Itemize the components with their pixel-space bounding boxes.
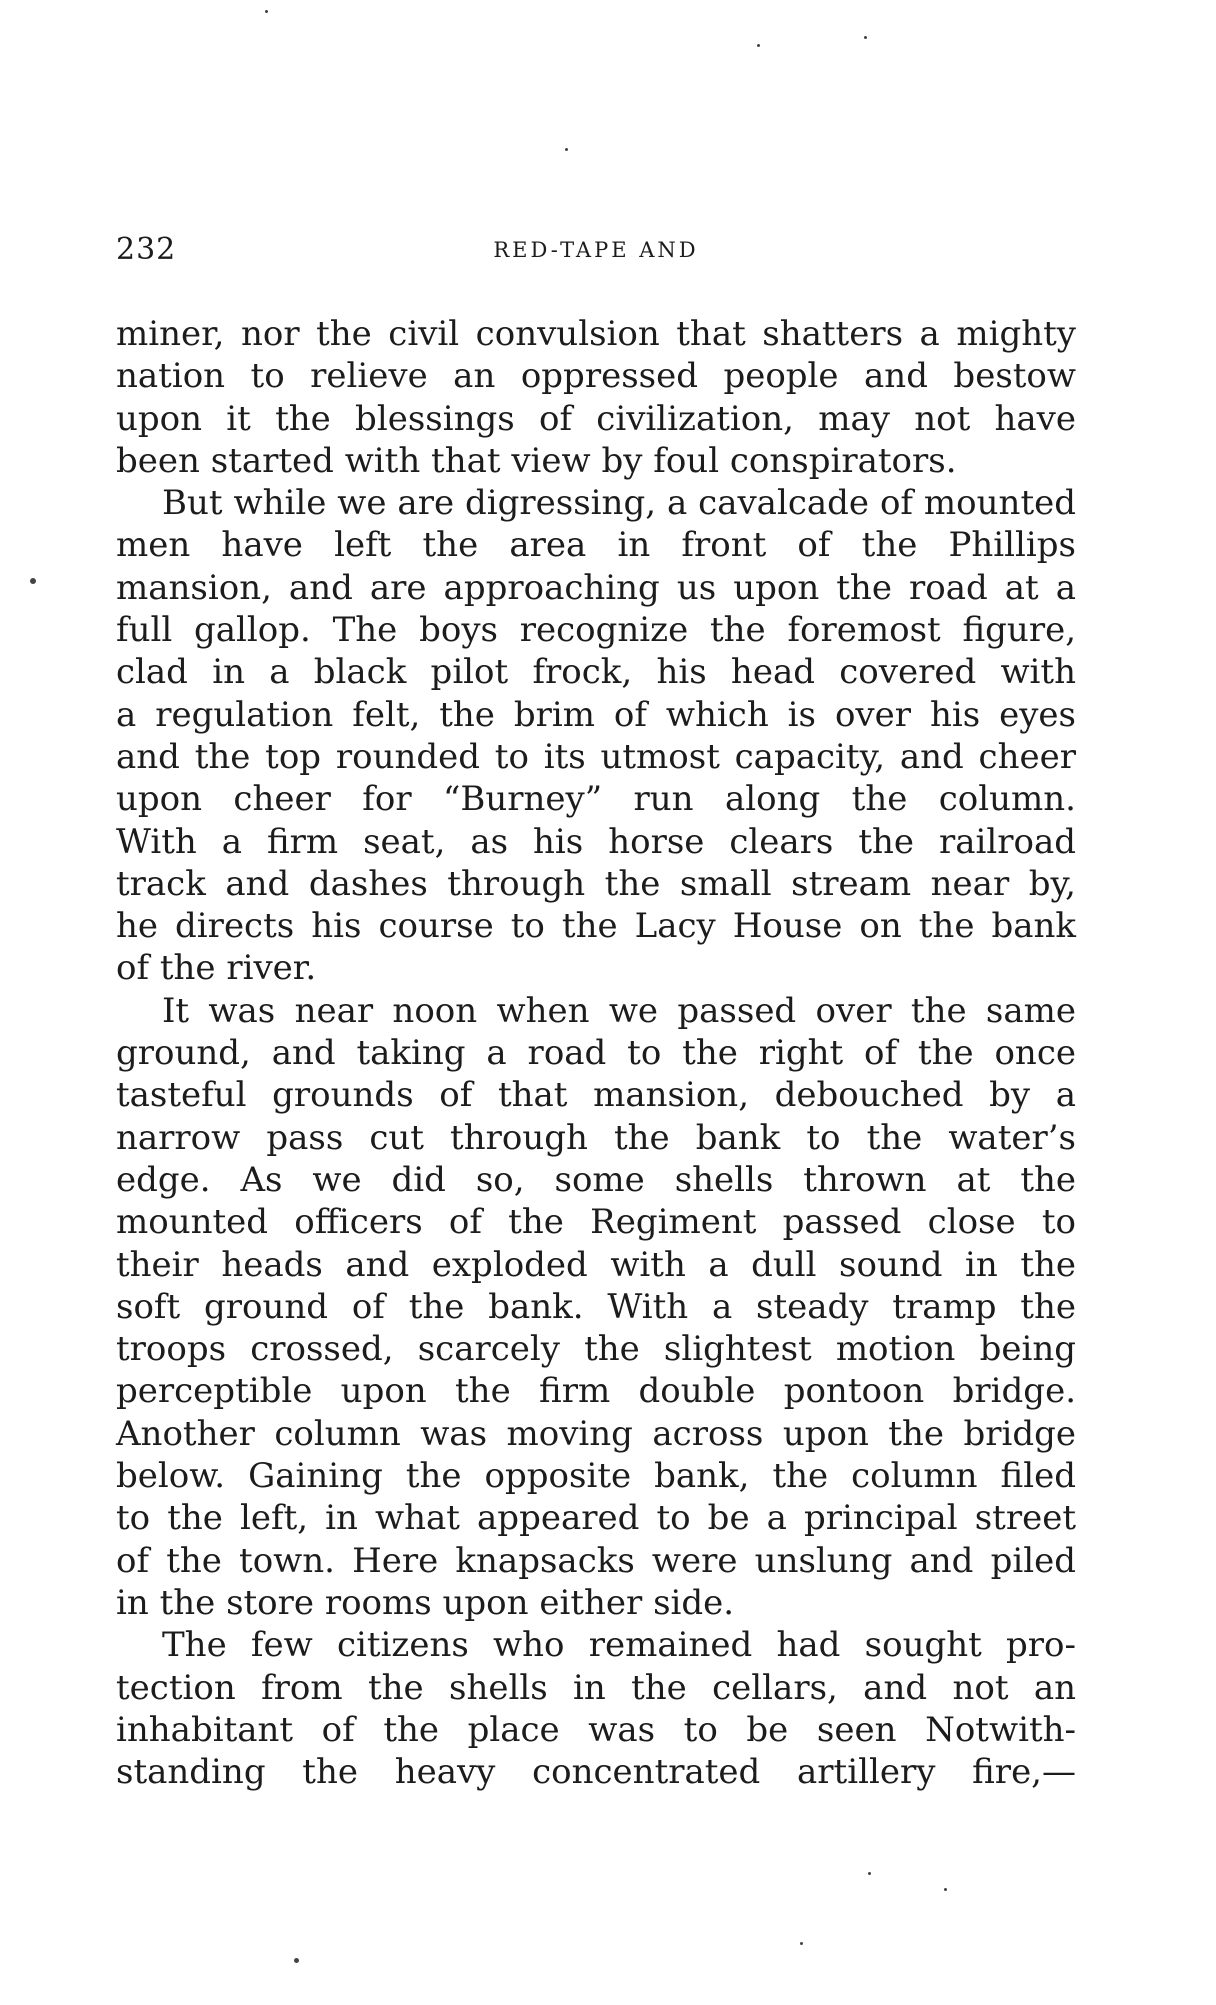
text-line: their heads and exploded with a dull sound in the: [116, 1244, 1076, 1285]
scan-speck: [565, 148, 568, 151]
text-line: soft ground of the bank. With a steady tramp the: [116, 1286, 1076, 1327]
text-line: track and dashes through the small stream near by,: [116, 863, 1076, 904]
text-line: of the town. Here knapsacks were unslung and piled: [116, 1540, 1076, 1581]
text-line: miner, nor the civil convulsion that shatters a mighty: [116, 314, 1076, 354]
text-line: ground, and taking a road to the right of the once: [116, 1033, 1076, 1074]
text-line: mounted officers of the Regiment passed close to: [116, 1202, 1076, 1243]
text-line: of the river.: [116, 948, 317, 989]
scan-speck: [944, 1888, 947, 1891]
text-line: upon cheer for “Burney” run along the column.: [116, 779, 1076, 820]
text-line: edge. As we did so, some shells thrown at the: [116, 1159, 1076, 1200]
text-line: troops crossed, scarcely the slightest motion being: [116, 1329, 1076, 1370]
text-line: standing the heavy concentrated artillery fire,—: [116, 1752, 1076, 1793]
text-line: narrow pass cut through the bank to the water’s: [116, 1117, 1076, 1158]
text-line: clad in a black pilot frock, his head covered with: [116, 652, 1076, 693]
running-title: RED-TAPE AND: [493, 238, 699, 262]
text-line: nation to relieve an oppressed people and bestow: [116, 356, 1076, 397]
text-line: a regulation felt, the brim of which is over his eyes: [116, 694, 1076, 735]
text-line: full gallop. The boys recognize the foremost figure,: [116, 610, 1076, 651]
scan-speck: [864, 36, 867, 39]
scan-speck: [30, 578, 36, 584]
text-line: been started with that view by foul conspirators.: [116, 440, 957, 481]
text-line: in the store rooms upon either side.: [116, 1582, 735, 1623]
text-line: below. Gaining the opposite bank, the column filed: [116, 1456, 1076, 1497]
scan-speck: [265, 10, 268, 13]
page-number: 232: [116, 232, 177, 267]
paragraph-start-line: It was near noon when we passed over the same: [162, 990, 1076, 1031]
text-line: upon it the blessings of civilization, may not have: [116, 398, 1076, 439]
text-line: mansion, and are approaching us upon the road at a: [116, 567, 1076, 608]
text-line: tasteful grounds of that mansion, debouched by a: [116, 1075, 1076, 1116]
text-line: tection from the shells in the cellars, and not an: [116, 1667, 1076, 1708]
paragraph-start-line: But while we are digressing, a cavalcade of mounted: [162, 483, 1076, 524]
text-line: to the left, in what appeared to be a principal street: [116, 1498, 1076, 1539]
running-head: [116, 232, 1076, 272]
text-line: Another column was moving across upon the bridge: [116, 1413, 1076, 1454]
scan-speck: [868, 1872, 871, 1875]
text-line: he directs his course to the Lacy House on the bank: [116, 906, 1076, 947]
text-line: men have left the area in front of the Phillips: [116, 525, 1076, 566]
text-line: and the top rounded to its utmost capacity, and cheer: [116, 736, 1076, 777]
text-line: inhabitant of the place was to be seen Notwith-: [116, 1709, 1076, 1750]
text-line: With a firm seat, as his horse clears the railroad: [116, 821, 1076, 862]
scan-speck: [800, 1942, 803, 1945]
paragraph-start-line: The few citizens who remained had sought pro-: [162, 1625, 1076, 1666]
text-line: perceptible upon the firm double pontoon bridge.: [116, 1371, 1076, 1412]
scan-speck: [294, 1958, 299, 1963]
body-text: [116, 313, 1076, 1793]
scan-speck: [757, 44, 760, 47]
